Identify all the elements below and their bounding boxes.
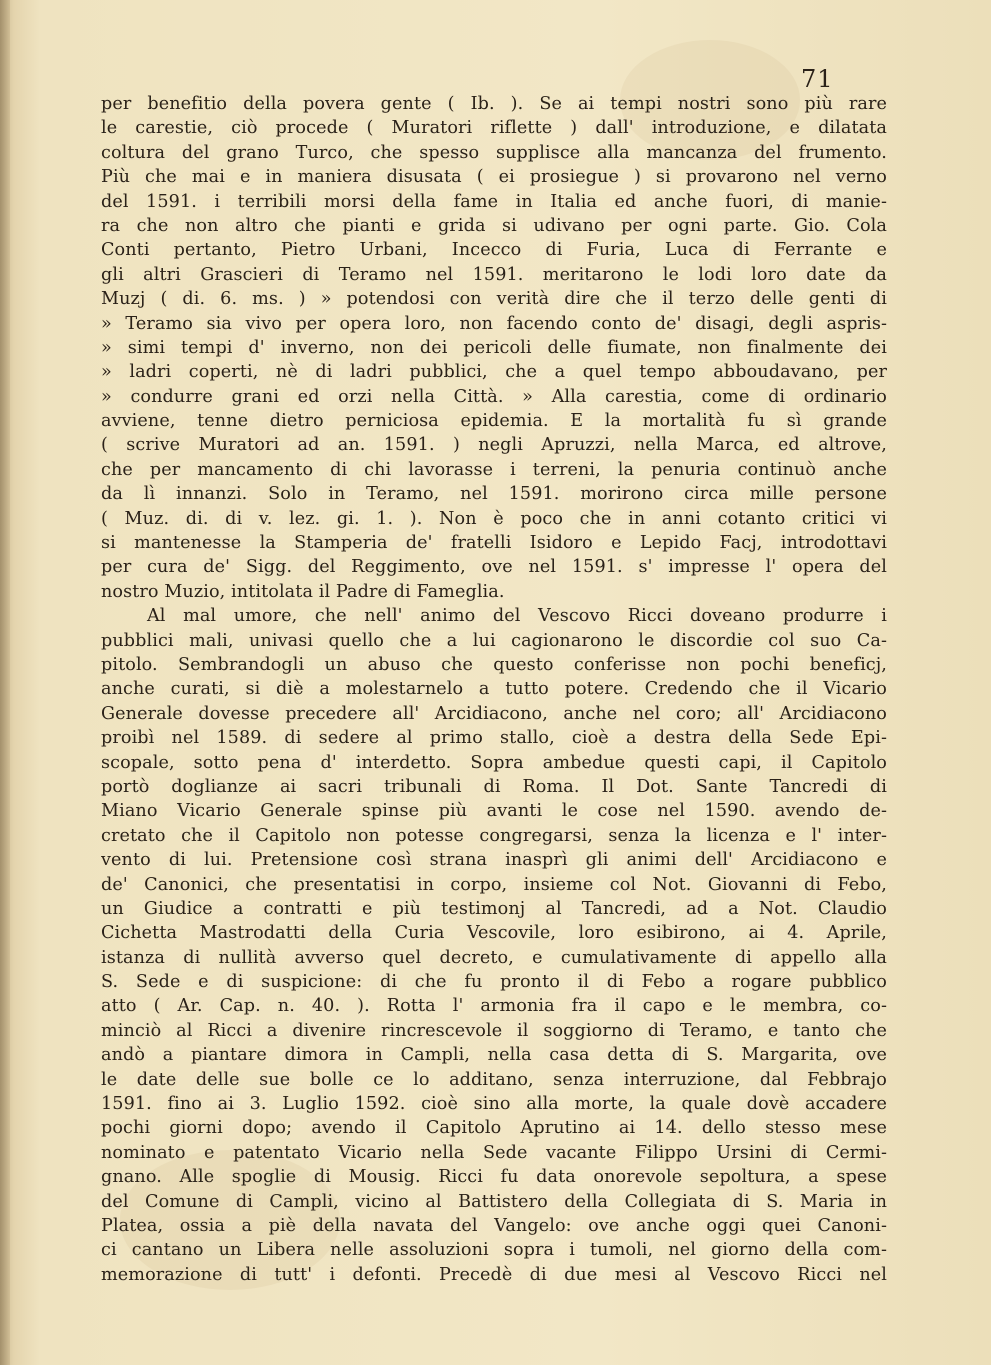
text-line: portò doglianze ai sacri tribunali di Roma. Il Dot. Sante Tancredi di xyxy=(101,776,887,797)
text-line: pochi giorni dopo; avendo il Capitolo Aprutino ai 14. dello stesso mese xyxy=(101,1118,887,1139)
text-line: nostro Muzio, intitolata il Padre di Fameglia. xyxy=(101,581,505,602)
text-line: scopale, sotto pena d' interdetto. Sopra ambedue questi capi, il Capitolo xyxy=(101,752,887,773)
text-line: le carestie, ciò procede ( Muratori riflette ) dall' introduzione, e dilatata xyxy=(101,118,887,139)
text-line: da lì innanzi. Solo in Teramo, nel 1591. morirono circa mille persone xyxy=(101,484,887,505)
text-line: ( Muz. di. di v. lez. gi. 1. ). Non è poco che in anni cotanto critici vi xyxy=(101,508,887,529)
text-line: del Comune di Campli, vicino al Battistero della Collegiata di S. Maria in xyxy=(101,1191,887,1212)
text-line: pitolo. Sembrandogli un abuso che questo conferisse non pochi beneficj, xyxy=(101,654,887,675)
page-number: 71 xyxy=(801,65,834,93)
text-line: Cichetta Mastrodatti della Curia Vescovile, loro esibirono, ai 4. Aprile, xyxy=(101,923,887,944)
text-line: per benefitio della povera gente ( Ib. ). Se ai tempi nostri sono più rare xyxy=(101,94,887,114)
text-line: atto ( Ar. Cap. n. 40. ). Rotta l' armonia fra il capo e le membra, co- xyxy=(101,996,887,1017)
text-line: si mantenesse la Stamperia de' fratelli Isidoro e Lepido Facj, introdottavi xyxy=(101,533,887,554)
text-line: Generale dovesse precedere all' Arcidiacono, anche nel coro; all' Arcidiacono xyxy=(101,703,887,724)
text-line: » condurre grani ed orzi nella Città. » Alla carestia, come di ordinario xyxy=(101,386,887,407)
text-line: ra che non altro che pianti e grida si udivano per ogni parte. Gio. Cola xyxy=(101,215,887,236)
text-line: ( scrive Muratori ad an. 1591. ) negli Apruzzi, nella Marca, ed altrove, xyxy=(101,435,887,456)
text-line: avviene, tenne dietro perniciosa epidemia. E la mortalità fu sì grande xyxy=(101,411,887,432)
text-line: proibì nel 1589. di sedere al primo stallo, cioè a destra della Sede Epi- xyxy=(101,728,887,749)
text-line: ci cantano un Libera nelle assoluzioni sopra i tumoli, nel giorno della com- xyxy=(101,1240,887,1261)
paragraph-2 xyxy=(101,604,887,1287)
text-line: Al mal umore, che nell' animo del Vescovo Ricci doveano produrre i xyxy=(147,606,887,627)
body-text xyxy=(101,92,887,1287)
text-line: vento di lui. Pretensione così strana inasprì gli animi dell' Arcidiacono e xyxy=(101,850,887,871)
text-line: che per mancamento di chi lavorasse i terreni, la penuria continuò anche xyxy=(101,459,887,480)
text-line: istanza di nullità avverso quel decreto, e cumulativamente di appello alla xyxy=(101,947,887,968)
text-line: Miano Vicario Generale spinse più avanti le cose nel 1590. avendo de- xyxy=(101,801,887,822)
text-line: de' Canonici, che presentatisi in corpo, insieme col Not. Giovanni di Febo, xyxy=(101,874,887,895)
text-line: per cura de' Sigg. del Reggimento, ove nel 1591. s' impresse l' opera del xyxy=(101,557,887,578)
text-line: » simi tempi d' inverno, non dei pericoli delle fiumate, non finalmente dei xyxy=(101,337,887,358)
text-line: gnano. Alle spoglie di Mousig. Ricci fu data onorevole sepoltura, a spese xyxy=(101,1167,887,1188)
text-line: Platea, ossia a piè della navata del Vangelo: ove anche oggi quei Canoni- xyxy=(101,1215,887,1236)
text-line: nominato e patentato Vicario nella Sede vacante Filippo Ursini di Cermi- xyxy=(101,1142,887,1163)
text-line: andò a piantare dimora in Campli, nella casa detta di S. Margarita, ove xyxy=(101,1045,887,1066)
text-line: » Teramo sia vivo per opera loro, non facendo conto de' disagi, degli aspris- xyxy=(101,313,887,334)
text-line: gli altri Grascieri di Teramo nel 1591. meritarono le lodi loro date da xyxy=(101,264,887,285)
text-line: minciò al Ricci a divenire rincrescevole il soggiorno di Teramo, e tanto che xyxy=(101,1020,887,1041)
text-line: le date delle sue bolle ce lo additano, senza interruzione, dal Febbrajo xyxy=(101,1069,887,1090)
text-line: 1591. fino ai 3. Luglio 1592. cioè sino alla morte, la quale dovè accadere xyxy=(101,1094,887,1115)
text-line: pubblici mali, univasi quello che a lui cagionarono le discordie col suo Ca- xyxy=(101,630,887,651)
text-line: memorazione di tutt' i defonti. Precedè di due mesi al Vescovo Ricci nel xyxy=(101,1264,887,1285)
text-line: » ladri coperti, nè di ladri pubblici, che a quel tempo abboudavano, per xyxy=(101,362,887,383)
text-line: cretato che il Capitolo non potesse congregarsi, senza la licenza e l' inter- xyxy=(101,825,887,846)
binding-edge xyxy=(0,0,10,1365)
text-line: Conti pertanto, Pietro Urbani, Incecco di Furia, Luca di Ferrante e xyxy=(101,240,887,261)
text-line: Più che mai e in maniera disusata ( ei prosiegue ) si provarono nel verno xyxy=(101,167,887,188)
text-line: Muzj ( di. 6. ms. ) » potendosi con verità dire che il terzo delle genti di xyxy=(101,289,887,310)
text-line: S. Sede e di suspicione: di che fu pronto il di Febo a rogare pubblico xyxy=(101,972,887,993)
text-line: del 1591. i terribili morsi della fame in Italia ed anche fuori, di manie- xyxy=(101,191,887,212)
text-line: anche curati, si diè a molestarnelo a tutto potere. Credendo che il Vicario xyxy=(101,679,887,700)
text-line: un Giudice a contratti e più testimonj al Tancredi, ad a Not. Claudio xyxy=(101,898,887,919)
text-line: coltura del grano Turco, che spesso supplisce alla mancanza del frumento. xyxy=(101,142,887,163)
paragraph-1 xyxy=(101,92,887,604)
